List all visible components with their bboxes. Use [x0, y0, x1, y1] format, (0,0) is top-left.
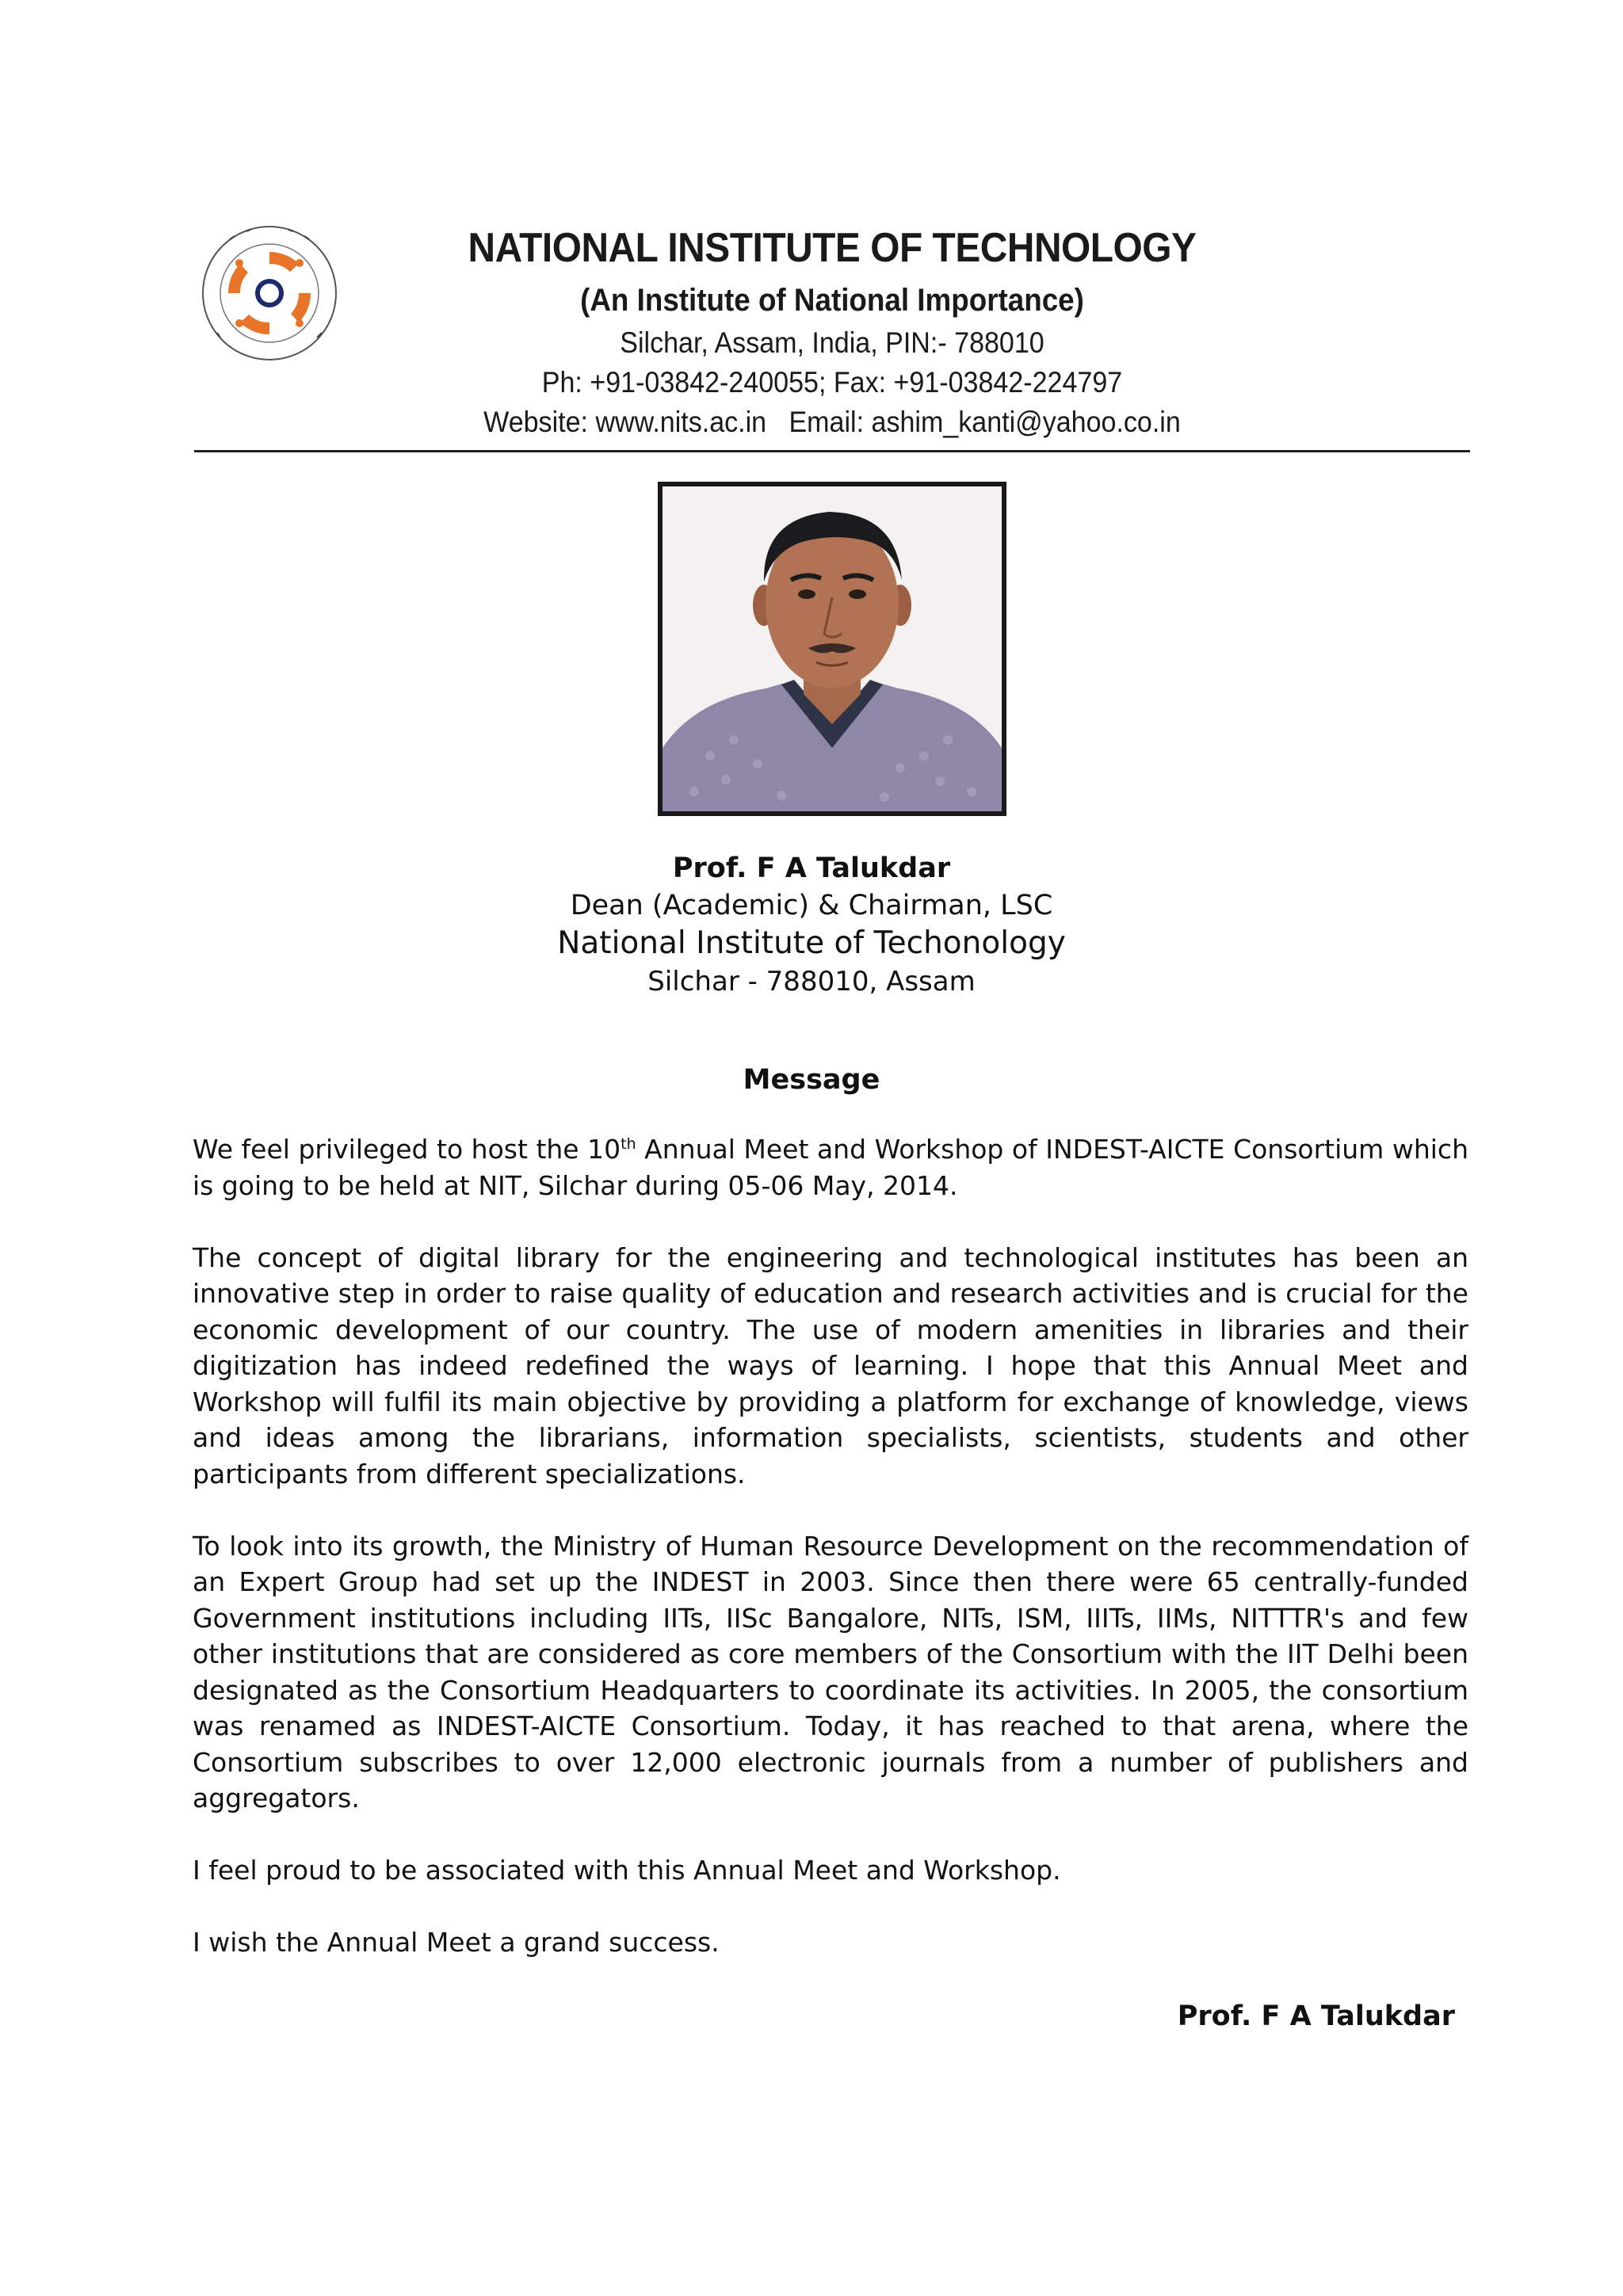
message-body — [193, 1131, 1468, 1997]
paragraph-1-start: We feel privileged to host the 10 — [193, 1134, 621, 1165]
author-name: Prof. F A Talukdar — [672, 852, 951, 884]
paragraph-3: To look into its growth, the Ministry of Human Resource Development on the recommendation of an Expert Group had set up the INDEST in 2003. Since then there were 65 centrally-funded Government institutions including IITs, IISc Bangalore, NITs, ISM, IIITs, IIMs, NITTTR's and few other institutions that are considered as core members of the Consortium with the IIT Delhi been designated as the Consortium Headquarters to coordinate its activities. In 2005, the consortium was renamed as INDEST-AICTE Consortium. Today, it has reached to that arena, where the Consortium subscribes to over 12,000 electronic journals from a number of publishers and aggregators. — [193, 1530, 1468, 1814]
signature-name: Prof. F A Talukdar — [1177, 2000, 1455, 2032]
paragraph-5: I wish the Annual Meet a grand success. — [193, 1927, 720, 1958]
header-divider — [194, 450, 1470, 452]
institute-phone-fax: Ph: +91-03842-240055; Fax: +91-03842-224797 — [541, 366, 1123, 399]
author-institute: National Institute of Techonology — [557, 925, 1066, 961]
message-heading: Message — [743, 1064, 880, 1096]
paragraph-1 — [193, 1131, 1468, 1203]
institute-address: Silchar, Assam, India, PIN:- 788010 — [620, 326, 1044, 359]
portrait-illustration — [663, 486, 1002, 811]
institute-logo — [198, 222, 341, 364]
institute-web-email: Website: www.nits.ac.in Email: ashim_kanti@yahoo.co.in — [483, 406, 1181, 438]
paragraph-1-end: Annual Meet and Workshop of INDEST-AICTE Consortium which is going to be held at NIT, Silchar during 05-06 May, 2014. — [193, 1134, 1468, 1201]
paragraph-2: The concept of digital library for the engineering and technological institutes has been an innovative step in order to raise quality of education and research activities and is crucial for the economic development of our country. The use of modern amenities in libraries and their digitization has indeed redefined the ways of learning. I hope that this Annual Meet and Workshop will fulfil its main objective by providing a platform for exchange of knowledge, views and ideas among the librarians, information specialists, scientists, students and other participants from different specializations. — [193, 1241, 1468, 1489]
author-location: Silchar - 788010, Assam — [647, 966, 976, 997]
ordinal-superscript: th — [621, 1135, 636, 1153]
paragraph-4: I feel proud to be associated with this Annual Meet and Workshop. — [193, 1855, 1061, 1886]
letterhead — [341, 222, 1323, 442]
institute-subtitle: (An Institute of National Importance) — [580, 283, 1084, 318]
author-details — [415, 849, 1208, 1000]
author-designation: Dean (Academic) & Chairman, LSC — [570, 890, 1053, 921]
institute-name: NATIONAL INSTITUTE OF TECHNOLOGY — [468, 225, 1197, 271]
portrait-photo — [658, 482, 1006, 816]
